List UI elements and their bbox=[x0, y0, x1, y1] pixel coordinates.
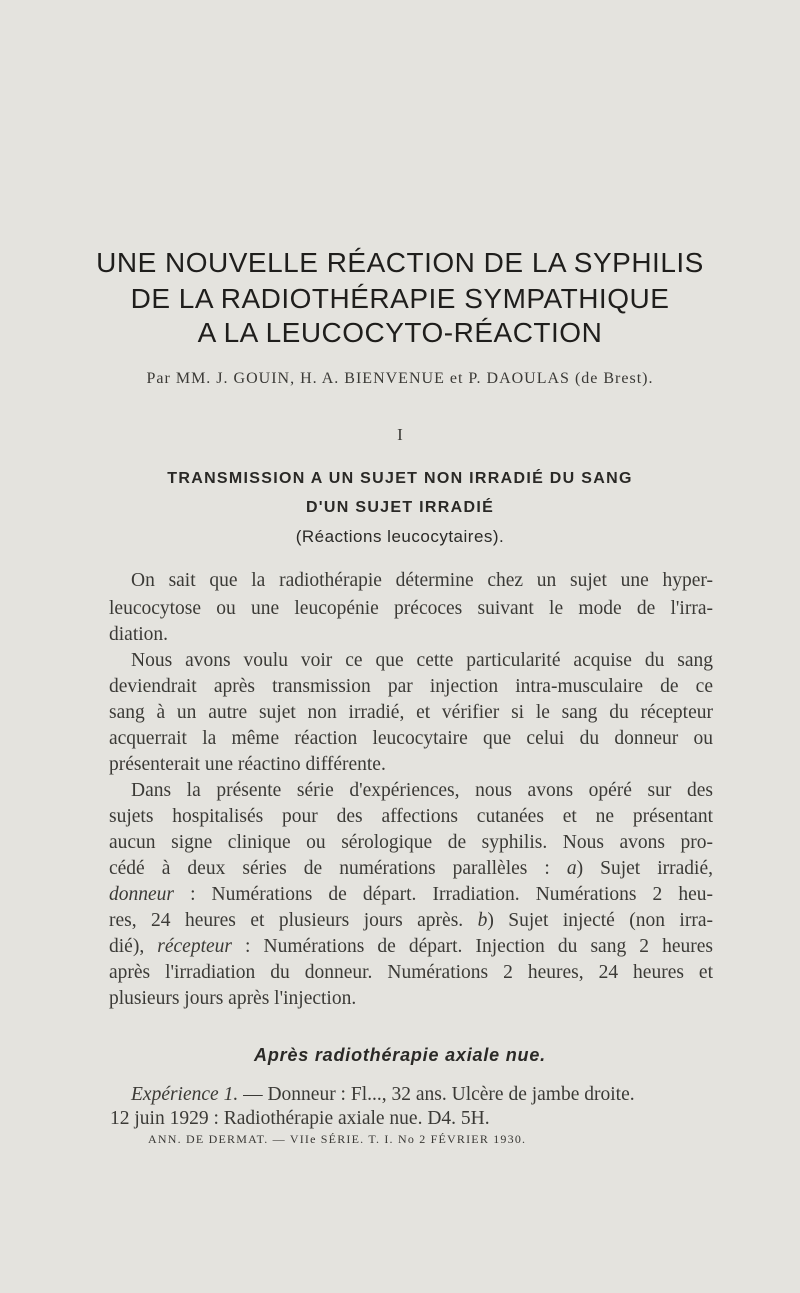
text-run: ) Sujet injecté (non irra- bbox=[487, 910, 713, 931]
paragraph-line: deviendrait après transmission par injection intra-musculaire de ce bbox=[109, 676, 713, 697]
section-heading-line-2: D'UN SUJET IRRADIÉ bbox=[305, 499, 495, 516]
paragraph-line: sang à un autre sujet non irradié, et vérifier si le sang du récepteur bbox=[109, 702, 713, 723]
term-donneur: donneur bbox=[109, 884, 174, 905]
paragraph-line bbox=[109, 908, 713, 934]
article-title-line-2: DE LA RADIOTHÉRAPIE SYMPATHIQUE bbox=[130, 283, 670, 314]
text-run: ) Sujet irradié, bbox=[576, 858, 713, 879]
experience-label: Expérience 1. bbox=[131, 1084, 239, 1105]
paragraph-line: diation. bbox=[109, 624, 169, 645]
paragraph-line bbox=[109, 856, 713, 882]
paragraph-line: plusieurs jours après l'injection. bbox=[109, 988, 357, 1009]
authors-line: Par MM. J. GOUIN, H. A. BIENVENUE et P. DAOULAS (de Brest). bbox=[146, 370, 654, 387]
paragraph-line: Nous avons voulu voir ce que cette particularité acquise du sang bbox=[131, 650, 713, 671]
paragraph-line: leucocytose ou une leucopénie précoces suivant le mode de l'irra- bbox=[109, 598, 713, 619]
section-heading-line-1: TRANSMISSION A UN SUJET NON IRRADIÉ DU SANG bbox=[167, 470, 633, 487]
experience-line-2: 12 juin 1929 : Radiothérapie axiale nue. D4. 5H. bbox=[110, 1108, 490, 1129]
text-run: : Numérations de départ. Injection du sang 2 heures bbox=[231, 936, 713, 957]
text-run: res, 24 heures et plusieurs jours après. bbox=[109, 910, 478, 931]
section-subheading: (Réactions leucocytaires). bbox=[295, 527, 505, 546]
text-run: dié), bbox=[109, 936, 158, 957]
paragraph-line: sujets hospitalisés pour des affections cutanées et ne présentant bbox=[109, 806, 713, 827]
paragraph-line bbox=[109, 882, 713, 908]
text-run: : Numérations de départ. Irradiation. Numérations 2 heu- bbox=[174, 884, 713, 905]
paragraph-line: après l'irradiation du donneur. Numérations 2 heures, 24 heures et bbox=[109, 962, 713, 983]
paragraph-line: On sait que la radiothérapie détermine chez un sujet une hyper- bbox=[131, 570, 713, 591]
paragraph-line bbox=[109, 934, 713, 960]
journal-footer: ANN. DE DERMAT. — VIIe SÉRIE. T. I. No 2 FÉVRIER 1930. bbox=[148, 1132, 527, 1146]
list-marker-b: b bbox=[477, 910, 488, 931]
paragraph-line: présenterait une réactino différente. bbox=[109, 754, 386, 775]
article-title-line-3: A LA LEUCOCYTO-RÉACTION bbox=[197, 317, 603, 348]
paragraph-line: acquerrait la même réaction leucocytaire que celui du donneur ou bbox=[109, 728, 713, 749]
section-number: I bbox=[397, 425, 403, 444]
text-run: cédé à deux séries de numérations parallèles : bbox=[109, 858, 567, 879]
experience-line-1 bbox=[131, 1082, 713, 1108]
term-recepteur: récepteur bbox=[157, 936, 232, 957]
article-title-line-1: UNE NOUVELLE RÉACTION DE LA SYPHILIS bbox=[96, 247, 704, 278]
paragraph-line: Dans la présente série d'expériences, nous avons opéré sur des bbox=[131, 780, 713, 801]
paragraph-line: aucun signe clinique ou sérologique de syphilis. Nous avons pro- bbox=[109, 832, 713, 853]
text-run: — Donneur : Fl..., 32 ans. Ulcère de jambe droite. bbox=[238, 1084, 635, 1105]
list-marker-a: a bbox=[566, 858, 577, 879]
subsection-heading: Après radiothérapie axiale nue. bbox=[254, 1045, 546, 1065]
